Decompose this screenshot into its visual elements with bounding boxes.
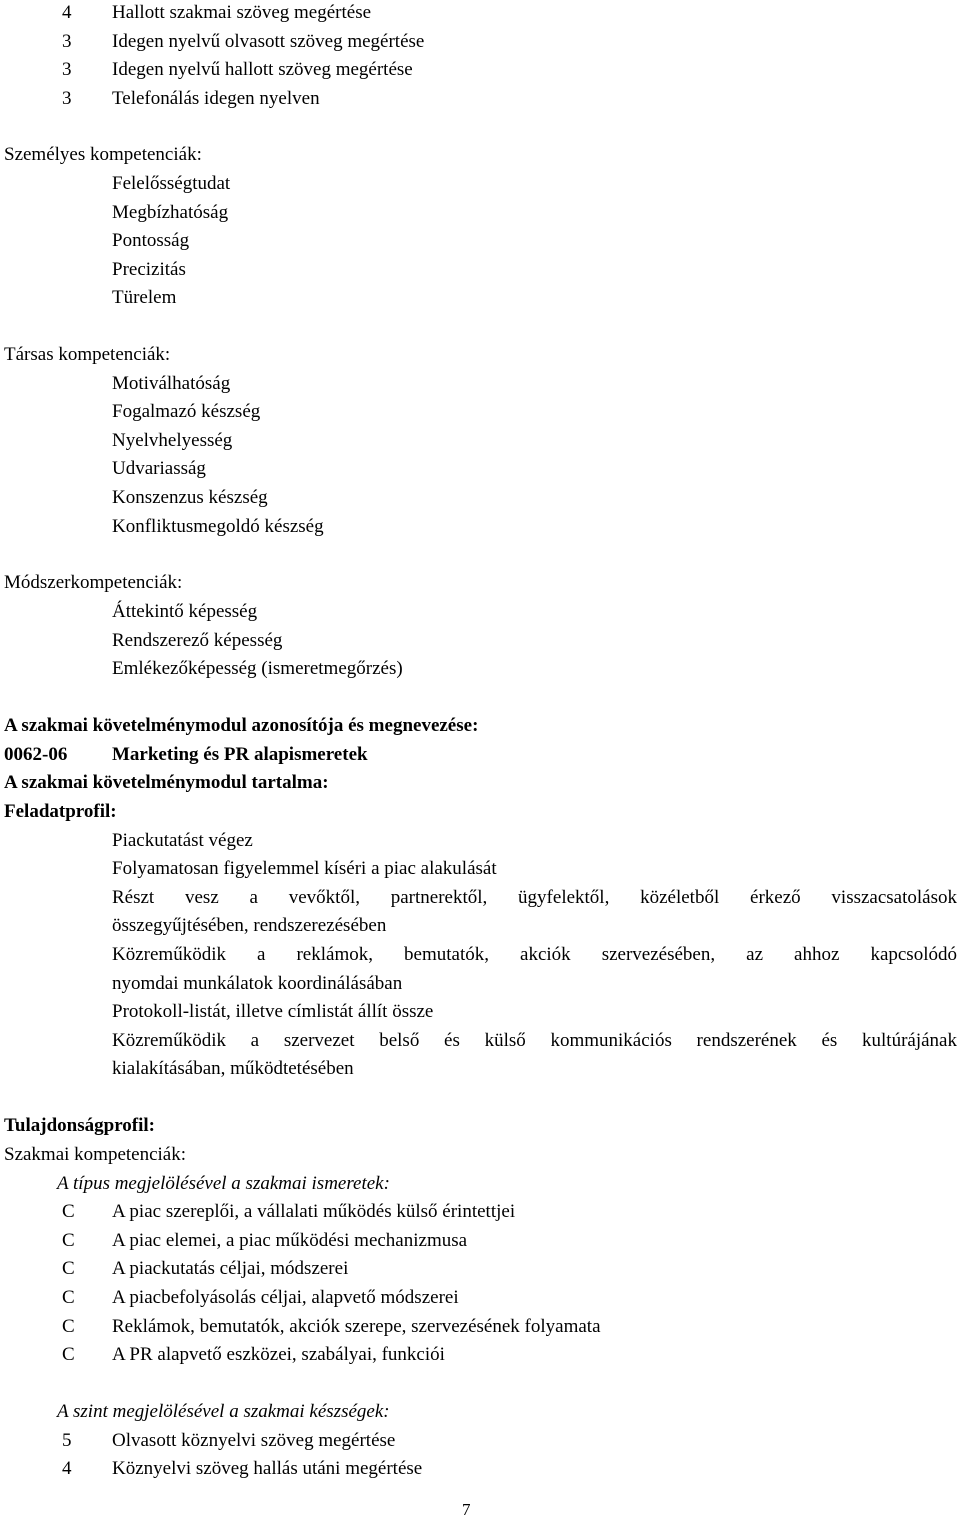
knowledge-text: A PR alapvető eszközei, szabályai, funkciói [112,1344,445,1365]
task-item: Részt vesz a vevőktől, partnerektől, ügyfelektől, közéletből érkező visszacsatolások [112,887,957,908]
knowledge-text: A piac elemei, a piac működési mechanizmusa [112,1230,468,1251]
task-item: Közreműködik a reklámok, bemutatók, akciók szervezésében, az ahhoz kapcsolódó [112,944,957,965]
list-item: Precizitás [112,259,186,280]
list-item: Konszenzus készség [112,487,268,508]
list-item: Megbízhatóság [112,202,229,223]
level-code: 3 [62,59,72,80]
list-item: Motiválhatóság [112,373,231,394]
level-code: 3 [62,88,72,109]
skill-text: Olvasott köznyelvi szöveg megértése [112,1430,396,1451]
type-code: C [62,1316,75,1337]
method-heading: Módszerkompetenciák: [4,572,183,593]
knowledge-text: A piac szereplői, a vállalati működés külső érintettjei [112,1201,516,1222]
knowledge-text: Reklámok, bemutatók, akciók szerepe, szervezésének folyamata [112,1316,601,1337]
list-item: Pontosság [112,230,190,251]
page-number: 7 [462,1500,471,1519]
knowledge-heading: A típus megjelölésével a szakmai ismeretek: [57,1173,390,1194]
level-code: 4 [62,1458,72,1479]
personal-heading: Személyes kompetenciák: [4,144,202,165]
type-code: C [62,1258,75,1279]
level-text: Idegen nyelvű olvasott szöveg megértése [112,31,425,52]
task-item: Protokoll-listát, illetve címlistát állít össze [112,1001,434,1022]
social-heading: Társas kompetenciák: [4,344,171,365]
module-code: 0062-06 [4,744,68,765]
task-item: Közreműködik a szervezet belső és külső kommunikációs rendszerének és kultúrájának [112,1030,957,1051]
type-code: C [62,1230,75,1251]
list-item: Konfliktusmegoldó készség [112,516,324,537]
list-item: Türelem [112,287,177,308]
level-text: Telefonálás idegen nyelven [112,88,320,109]
level-code: 3 [62,31,72,52]
task-item: nyomdai munkálatok koordinálásában [112,973,403,994]
task-item: Piackutatást végez [112,830,253,851]
knowledge-text: A piacbefolyásolás céljai, alapvető módszerei [112,1287,459,1308]
type-code: C [62,1344,75,1365]
type-code: C [62,1287,75,1308]
list-item: Udvariasság [112,458,206,479]
level-code: 5 [62,1430,72,1451]
task-item: kialakításában, működtetésében [112,1058,354,1079]
level-code: 4 [62,2,72,23]
skills-heading: A szint megjelölésével a szakmai készségek: [57,1401,390,1422]
skill-text: Köznyelvi szöveg hallás utáni megértése [112,1458,423,1479]
level-text: Hallott szakmai szöveg megértése [112,2,372,23]
level-text: Idegen nyelvű hallott szöveg megértése [112,59,413,80]
list-item: Áttekintő képesség [112,601,258,622]
task-profile-heading: Feladatprofil: [4,801,117,822]
list-item: Felelősségtudat [112,173,231,194]
task-item: Folyamatosan figyelemmel kíséri a piac alakulását [112,858,497,879]
list-item: Rendszerező képesség [112,630,283,651]
task-item: összegyűjtésében, rendszerezésében [112,915,387,936]
professional-heading: Szakmai kompetenciák: [4,1144,187,1165]
type-code: C [62,1201,75,1222]
knowledge-text: A piackutatás céljai, módszerei [112,1258,349,1279]
module-content-heading: A szakmai követelménymodul tartalma: [4,772,329,793]
list-item: Emlékezőképesség (ismeretmegőrzés) [112,658,403,679]
module-id-heading: A szakmai követelménymodul azonosítója és megnevezése: [4,715,479,736]
module-name: Marketing és PR alapismeretek [112,744,368,765]
property-heading: Tulajdonságprofil: [4,1115,155,1136]
list-item: Nyelvhelyesség [112,430,233,451]
list-item: Fogalmazó készség [112,401,261,422]
